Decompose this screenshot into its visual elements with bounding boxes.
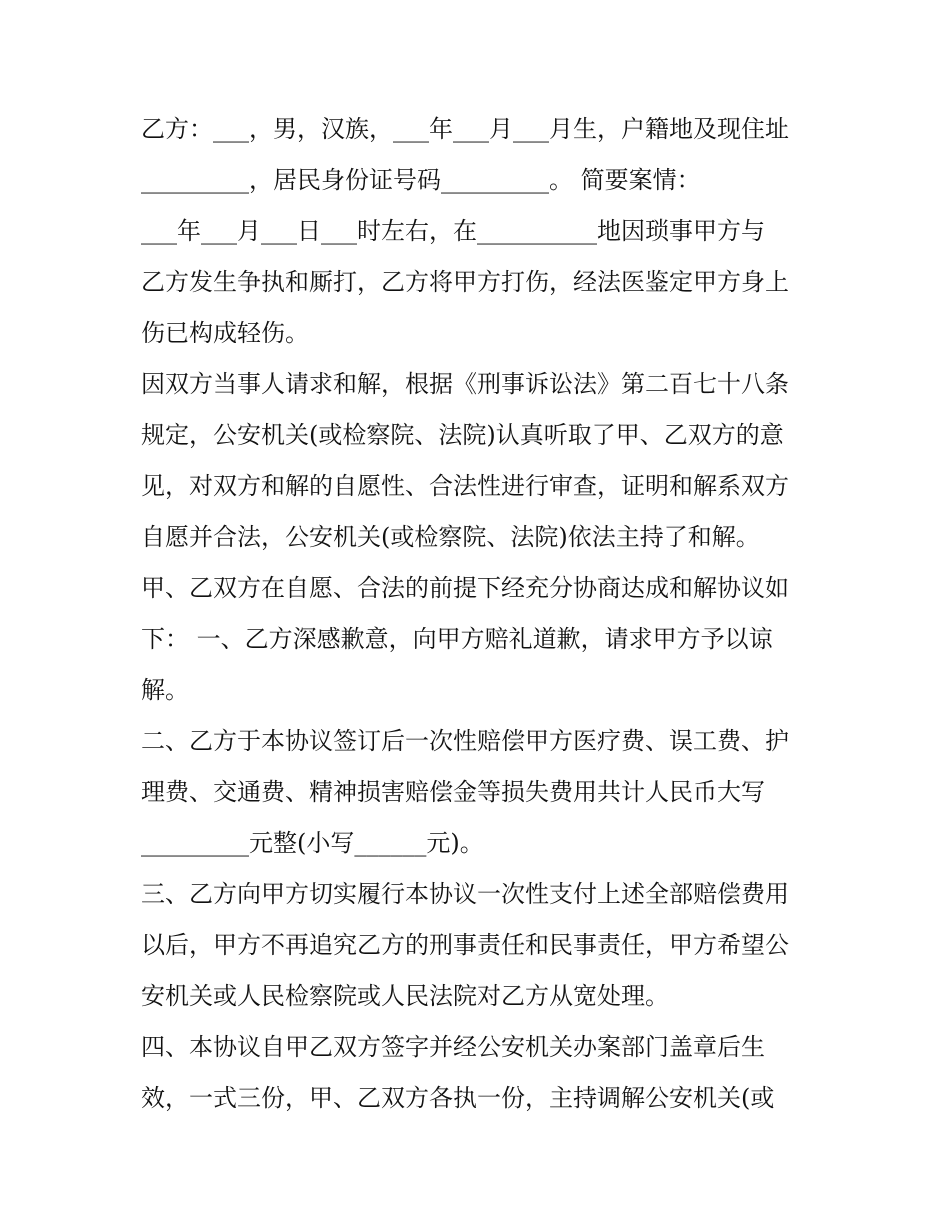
text-line-clause-3: 三、乙方向甲方切实履行本协议一次性支付上述全部赔偿费用: [141, 880, 789, 908]
text-line: 安机关或人民检察院或人民法院对乙方从宽处理。: [141, 982, 669, 1010]
agreement-body: [141, 104, 821, 1124]
text-line: 效，一式三份，甲、乙双方各执一份，主持调解公安机关(或: [141, 1084, 775, 1112]
text-line: 规定，公安机关(或检察院、法院)认真听取了甲、乙双方的意: [141, 421, 784, 449]
text-line: 理费、交通费、精神损害赔偿金等损失费用共计人民币大写: [141, 778, 765, 806]
text-line: 自愿并合法，公安机关(或检察院、法院)依法主持了和解。: [141, 523, 760, 551]
text-line-case-time: ___年___月___日___时左右，在__________地因琐事甲方与: [141, 217, 765, 245]
text-line: 乙方发生争执和厮打，乙方将甲方打伤，经法医鉴定甲方身上: [141, 268, 789, 296]
text-line: 甲、乙双方在自愿、合法的前提下经充分协商达成和解协议如: [141, 574, 789, 602]
text-line-clause-1: 下： 一、乙方深感歉意，向甲方赔礼道歉，请求甲方予以谅: [141, 625, 773, 653]
text-line-clause-4: 四、本协议自甲乙双方签字并经公安机关办案部门盖章后生: [141, 1033, 765, 1061]
text-line-id-number: _________，居民身份证号码_________。 简要案情：: [141, 166, 701, 194]
text-line-party-b: 乙方：___，男，汉族，___年___月___月生，户籍地及现住址: [141, 115, 789, 143]
text-line: 解。: [141, 676, 189, 704]
text-line: 见，对双方和解的自愿性、合法性进行审查，证明和解系双方: [141, 472, 789, 500]
text-line-clause-2: 二、乙方于本协议签订后一次性赔偿甲方医疗费、误工费、护: [141, 727, 789, 755]
text-line-amount: _________元整(小写______元)。: [141, 829, 484, 857]
text-line: 伤已构成轻伤。: [141, 319, 309, 347]
text-line: 因双方当事人请求和解，根据《刑事诉讼法》第二百七十八条: [141, 370, 789, 398]
text-line: 以后，甲方不再追究乙方的刑事责任和民事责任，甲方希望公: [141, 931, 789, 959]
